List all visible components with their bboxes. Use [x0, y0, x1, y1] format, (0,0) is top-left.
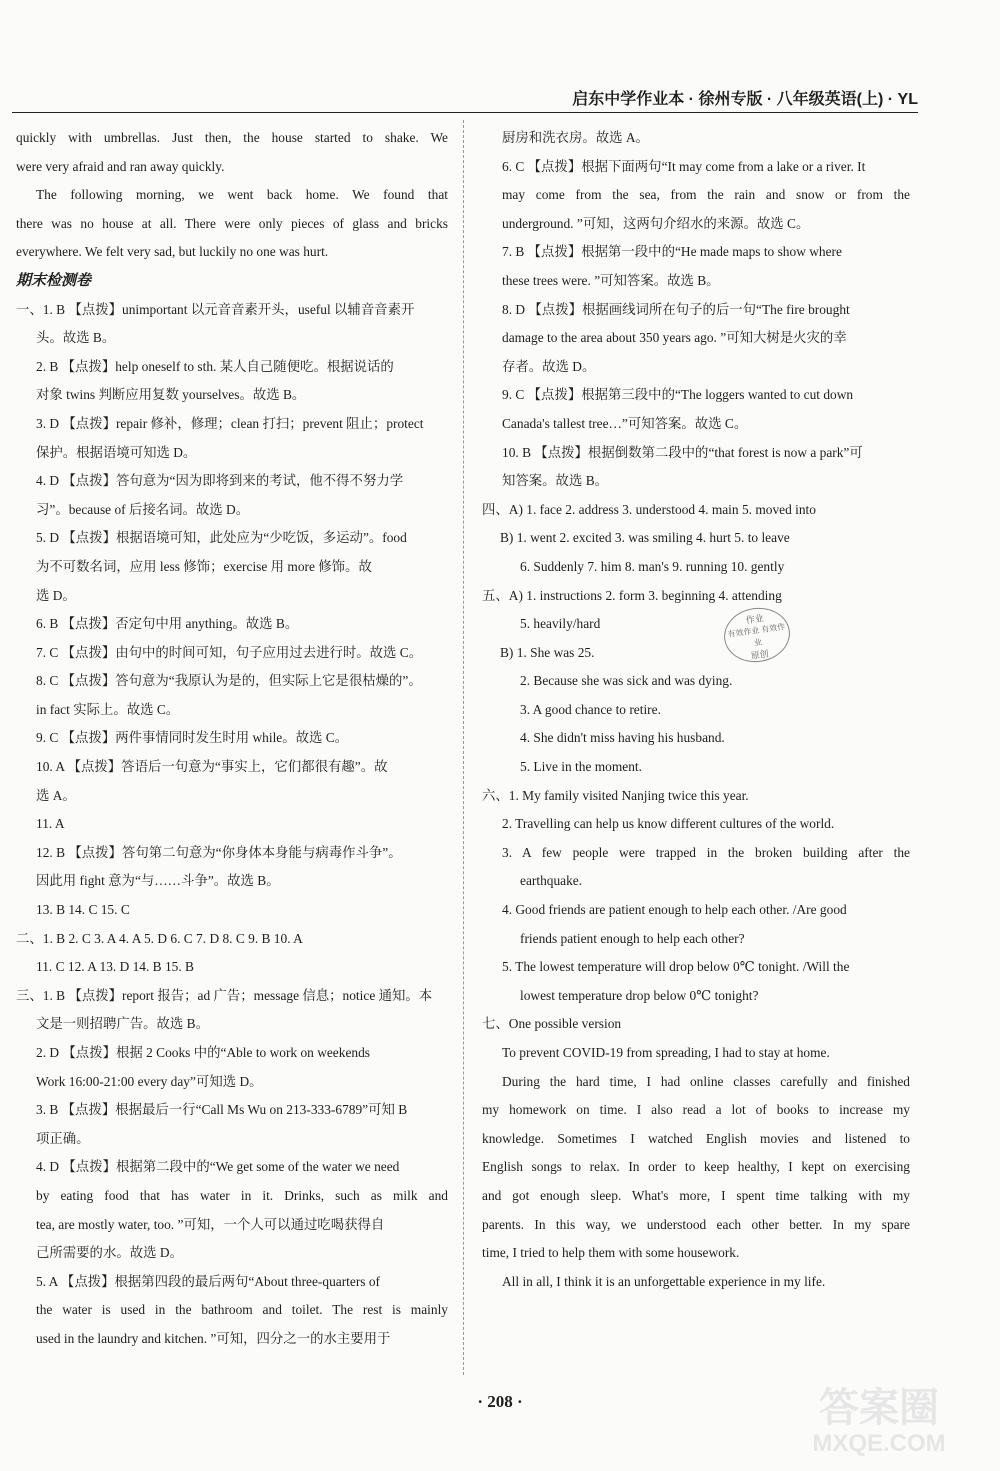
- text-line: parents. In this way, we understood each other better. In my spare: [482, 1216, 910, 1232]
- watermark-logo: [774, 1385, 984, 1465]
- text-line: 3. D 【点拨】repair 修补，修理；clean 打扫；prevent 阻止；protect: [36, 415, 424, 431]
- text-line: 项正确。: [36, 1130, 90, 1146]
- text-line: 二、1. B 2. C 3. A 4. A 5. D 6. C 7. D 8. C 9. B 10. A: [16, 930, 303, 946]
- watermark-line-2: MXQE.COM: [812, 1430, 946, 1457]
- text-line: 5. D 【点拨】根据语境可知，此处应为“少吃饭，多运动”。food: [36, 530, 407, 546]
- text-line: 文是一则招聘广告。故选 B。: [36, 1016, 209, 1032]
- text-line: 己所需要的水。故选 D。: [36, 1245, 183, 1261]
- text-line: quickly with umbrellas. Just then, the house started to shake. We: [16, 130, 448, 145]
- text-line: there was no house at all. There were only pieces of glass and bricks: [16, 215, 448, 231]
- text-line: lowest temperature drop below 0℃ tonight?: [520, 987, 759, 1003]
- text-line: 2. Travelling can help us know different cultures of the world.: [502, 816, 835, 832]
- text-line: 9. C 【点拨】根据第三段中的“The loggers wanted to cut down: [502, 387, 854, 403]
- text-line: 七、One possible version: [482, 1016, 622, 1032]
- text-line: 4. D 【点拨】答句意为“因为即将到来的考试，他不得不努力学: [36, 473, 404, 489]
- watermark-line-1: 答案圈: [819, 1386, 939, 1430]
- text-line: 六、1. My family visited Nanjing twice this year.: [482, 787, 749, 803]
- stamp-line-3: 原创: [750, 648, 770, 662]
- text-line: 12. B 【点拨】答句第二句意为“你身体本身能与病毒作斗争”。: [36, 844, 402, 860]
- text-line: Canada's tallest tree…”可知答案。故选 C。: [502, 415, 748, 431]
- text-line: in fact 实际上。故选 C。: [36, 701, 180, 717]
- text-line: 3. A few people were trapped in the broken building after the: [502, 844, 910, 860]
- column-divider: [463, 120, 464, 1375]
- text-line: 三、1. B 【点拨】report 报告；ad 广告；message 信息；notice 通知。本: [16, 987, 433, 1003]
- text-line: English songs to relax. In order to keep healthy, I kept on exercising: [482, 1159, 910, 1175]
- text-line: 知答案。故选 B。: [502, 473, 609, 489]
- text-line: damage to the area about 350 years ago. ”可知大树是火灾的幸: [502, 330, 847, 346]
- text-line: 11. C 12. A 13. D 14. B 15. B: [36, 959, 194, 975]
- text-line: 3. B 【点拨】根据最后一行“Call Ms Wu on 213-333-6789”可知 B: [36, 1102, 408, 1118]
- text-line: 2. B 【点拨】help oneself to sth. 某人自己随便吃。根据说话的: [36, 358, 394, 374]
- stamp-line-1: 作业: [745, 612, 765, 626]
- text-line: 2. D 【点拨】根据 2 Cooks 中的“Able to work on weekends: [36, 1045, 370, 1060]
- text-line: everywhere. We felt very sad, but luckily no one was hurt.: [16, 244, 329, 260]
- text-line: 6. B 【点拨】否定句中用 anything。故选 B。: [36, 616, 299, 632]
- text-line: 2. Because she was sick and was dying.: [520, 673, 733, 689]
- text-line: 选 D。: [36, 587, 76, 603]
- text-line: To prevent COVID-19 from spreading, I had to stay at home.: [502, 1045, 830, 1060]
- page-number: · 208 ·: [477, 1392, 523, 1411]
- text-line: B) 1. went 2. excited 3. was smiling 4. hurt 5. to leave: [500, 530, 790, 546]
- text-line: underground. ”可知，这两句介绍水的来源。故选 C。: [502, 215, 810, 231]
- text-line: 四、A) 1. face 2. address 3. understood 4. main 5. moved into: [482, 501, 816, 517]
- text-line: 7. B 【点拨】根据第一段中的“He made maps to show where: [502, 244, 842, 260]
- text-line: may come from the sea, from the rain and snow or from the: [502, 187, 910, 203]
- text-line: 9. C 【点拨】两件事情同时发生时用 while。故选 C。: [36, 730, 349, 746]
- text-line: 因此用 fight 意为“与……斗争”。故选 B。: [36, 873, 280, 889]
- text-line: 4. D 【点拨】根据第二段中的“We get some of the water we need: [36, 1159, 400, 1175]
- text-line: 8. C 【点拨】答句意为“我原认为是的，但实际上它是很枯燥的”。: [36, 673, 422, 689]
- text-line: 10. A 【点拨】答语后一句意为“事实上，它们都很有趣”。故: [36, 759, 388, 775]
- text-line: 13. B 14. C 15. C: [36, 902, 130, 918]
- text-line: B) 1. She was 25.: [500, 644, 595, 660]
- text-line: 习”。because of 后接名词。故选 D。: [36, 501, 250, 517]
- running-header: 启东中学作业本 · 徐州专版 · 八年级英语(上) · YL: [572, 91, 918, 108]
- text-line: 4. Good friends are patient enough to help each other. /Are good: [502, 902, 847, 918]
- text-line: knowledge. Sometimes I watched English movies and listened to: [482, 1130, 910, 1146]
- text-line: and got enough sleep. What's more, I spent time talking with my: [482, 1187, 910, 1203]
- text-line: The following morning, we went back home. We found that: [36, 187, 448, 203]
- text-line: 5. heavily/hard: [520, 616, 601, 632]
- text-line: 期末检测卷: [16, 271, 92, 289]
- text-line: 对象 twins 判断应用复数 yourselves。故选 B。: [36, 387, 306, 403]
- text-line: 4. She didn't miss having his husband.: [520, 730, 725, 746]
- text-line: the water is used in the bathroom and toilet. The rest is mainly: [36, 1302, 448, 1318]
- text-line: 10. B 【点拨】根据倒数第二段中的“that forest is now a park”可: [502, 444, 863, 460]
- text-line: Work 16:00-21:00 every day”可知选 D。: [36, 1073, 263, 1089]
- text-line: 一、1. B 【点拨】unimportant 以元音音素开头，useful 以辅音音素开: [16, 301, 415, 317]
- text-line: 存者。故选 D。: [502, 358, 596, 374]
- text-line: used in the laundry and kitchen. ”可知，四分之一的水主要用于: [36, 1330, 391, 1346]
- text-line: 为不可数名词，应用 less 修饰；exercise 用 more 修饰。故: [36, 558, 372, 574]
- text-line: friends patient enough to help each other?: [520, 930, 745, 946]
- text-line: 8. D 【点拨】根据画线词所在句子的后一句“The fire brought: [502, 301, 850, 317]
- text-line: 5. The lowest temperature will drop below 0℃ tonight. /Will the: [502, 959, 850, 975]
- text-line: 选 A。: [36, 787, 76, 803]
- text-line: 6. Suddenly 7. him 8. man's 9. running 10. gently: [520, 558, 785, 574]
- text-line: 保护。根据语境可知选 D。: [36, 444, 197, 460]
- left-column: [16, 124, 448, 1354]
- text-line: my homework on time. I also read a lot of books to increase my: [482, 1102, 910, 1118]
- text-line: 6. C 【点拨】根据下面两句“It may come from a lake or a river. It: [502, 158, 866, 174]
- text-line: earthquake.: [520, 873, 583, 889]
- text-line: 厨房和洗衣房。故选 A。: [502, 130, 649, 145]
- text-line: by eating food that has water in it. Drinks, such as milk and: [36, 1187, 448, 1203]
- text-line: 3. A good chance to retire.: [520, 701, 661, 717]
- text-line: time, I tried to help them with some housework.: [482, 1245, 740, 1261]
- text-line: 五、A) 1. instructions 2. form 3. beginning 4. attending: [482, 587, 782, 603]
- text-line: During the hard time, I had online classes carefully and finished: [502, 1073, 910, 1089]
- right-column: [482, 124, 910, 1296]
- text-line: 5. Live in the moment.: [520, 759, 642, 775]
- text-line: 7. C 【点拨】由句中的时间可知，句子应用过去进行时。故选 C。: [36, 644, 423, 660]
- text-line: these trees were. ”可知答案。故选 B。: [502, 272, 720, 288]
- text-line: 11. A: [36, 816, 65, 832]
- text-line: tea, are mostly water, too. ”可知，一个人可以通过吃喝获得自: [36, 1216, 385, 1232]
- text-line: All in all, I think it is an unforgettable experience in my life.: [502, 1273, 826, 1289]
- stamp-line-2: 有效作业 有效作业: [727, 622, 786, 648]
- text-line: were very afraid and ran away quickly.: [16, 158, 225, 174]
- text-line: 头。故选 B。: [36, 330, 116, 346]
- header-rule: [12, 112, 918, 113]
- text-line: 5. A 【点拨】根据第四段的最后两句“About three-quarters of: [36, 1273, 381, 1289]
